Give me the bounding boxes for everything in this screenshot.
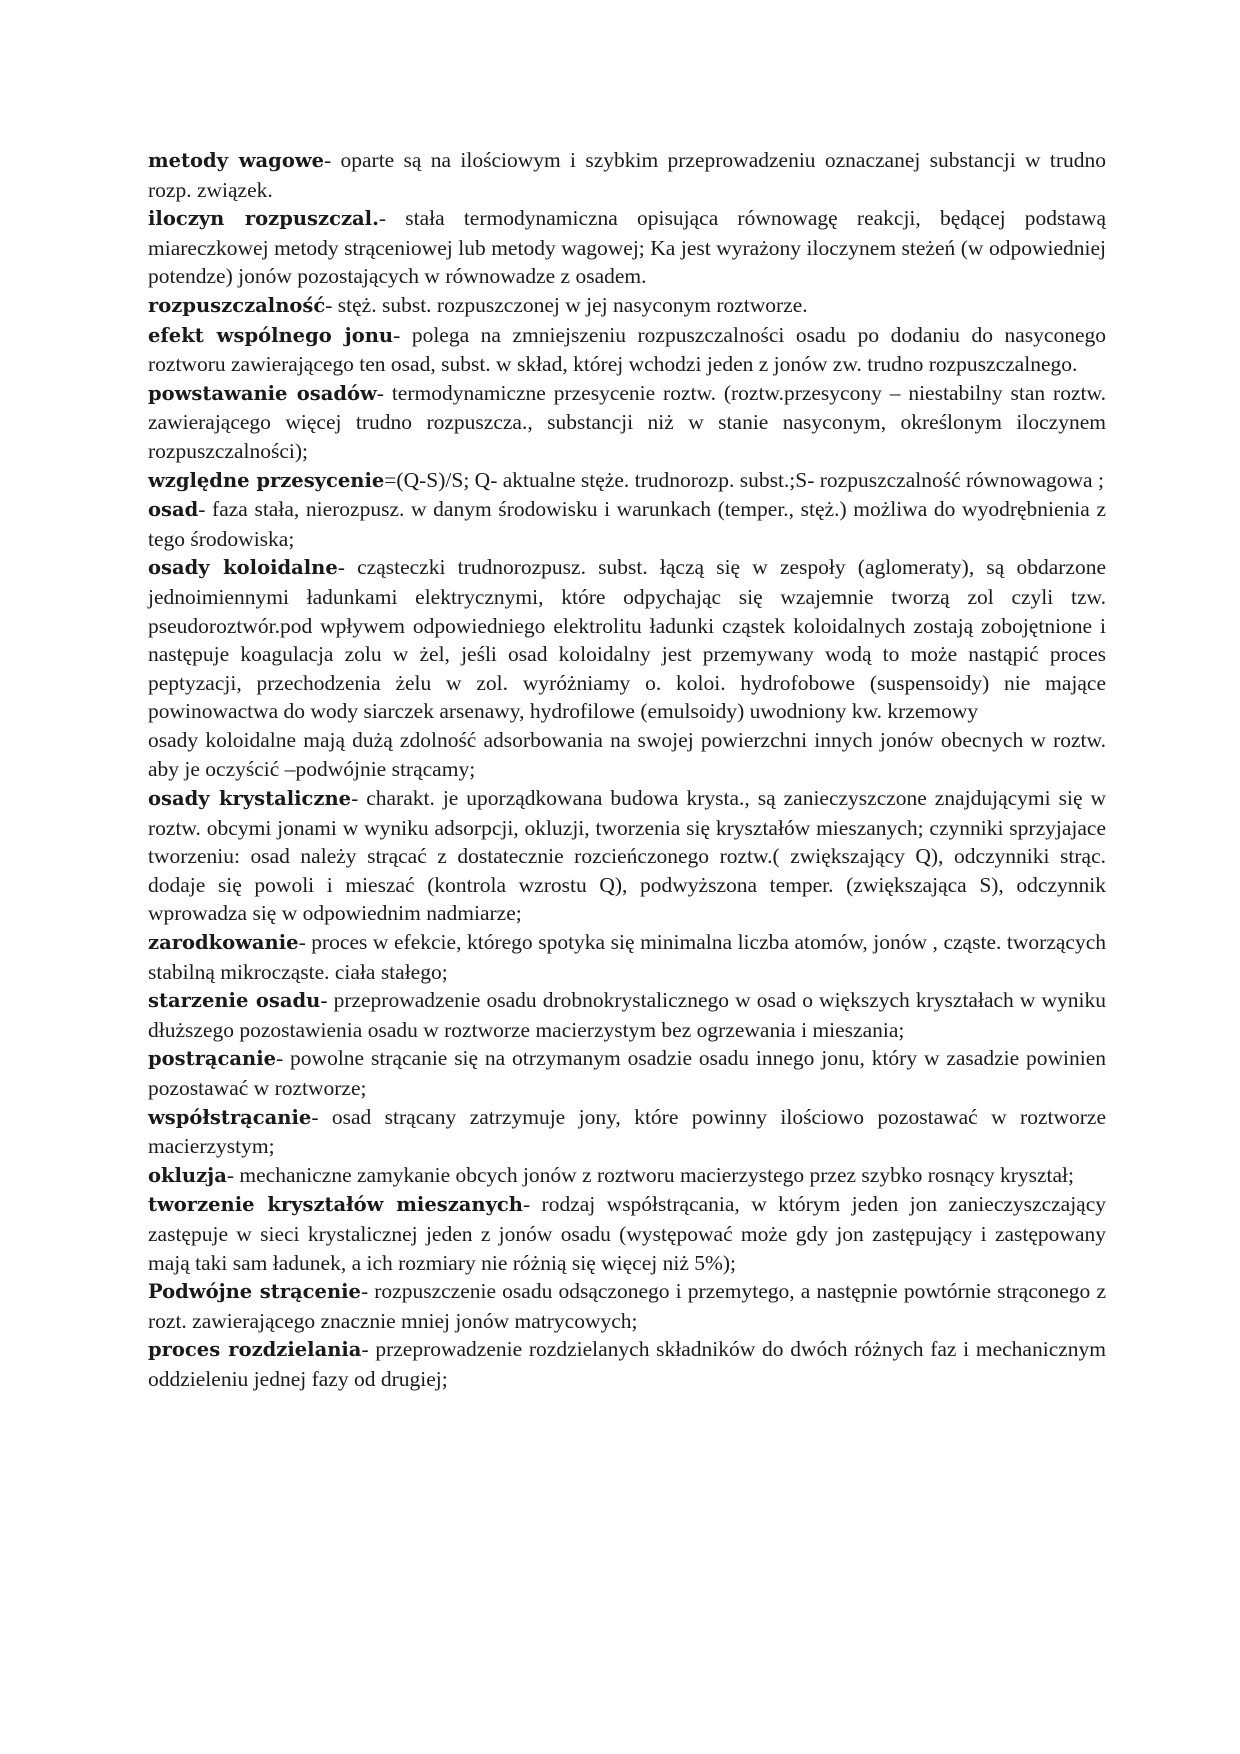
entry-tworzenie-krysztalow-mieszanych (148, 1190, 1106, 1277)
entry-starzenie-osadu (148, 986, 1106, 1044)
definition: - stęż. subst. rozpuszczonej w jej nasyconym roztworze. (325, 292, 808, 317)
entry-proces-rozdzielania (148, 1335, 1106, 1393)
definition: - charakt. je uporządkowana budowa krysta., są zanieczyszczone znajdującymi się w roztw. obcymi jonami w wyniku adsorpcji, okluzji, tworzenia się kryształów mieszanych; czynniki sprzyjajace tworzeniu: osad należy strącać z dostatecznie rozcieńczonego roztw.( zwiększający Q), odczynniki strąc. dodaje się powoli i mieszać (kontrola wzrostu Q), podwyższona temper. (zwiększająca S), odczynnik wprowadza się w odpowiednim nadmiarze; (148, 786, 1106, 926)
term: tworzenie kryształów mieszanych (148, 1193, 523, 1217)
definition: - przeprowadzenie osadu drobnokrystalicznego w osad o większych kryształach w wyniku dłuższego pozostawienia osadu w roztworze macierzystym bez ogrzewania i mieszania; (148, 988, 1106, 1042)
entry-wspolstracanie (148, 1103, 1106, 1161)
entry-rozpuszczalnosc (148, 291, 1106, 321)
term: osad (148, 498, 199, 522)
entry-postracanie (148, 1044, 1106, 1102)
entry-iloczyn-rozpuszczalnosci (148, 204, 1106, 291)
term: powstawanie osadów (148, 381, 377, 405)
term: osady koloidalne (148, 556, 338, 580)
definition: - rodzaj współstrącania, w którym jeden jon zanieczyszczający zastępuje w sieci krystalicznej jeden z jonów osadu (występować może gdy jon zastępujący i zastępowany mają taki sam ładunek, a ich rozmiary nie różnią się więcej niż 5%); (148, 1192, 1107, 1275)
entry-osad (148, 495, 1106, 553)
definition: - powolne strącanie się na otrzymanym osadzie osadu innego jonu, który w zasadzie powinien pozostawać w roztworze; (148, 1046, 1106, 1100)
definition: - polega na zmniejszeniu rozpuszczalności osadu po dodaniu do nasyconego roztworu zawierającego ten osad, subst. w skład, której wchodzi jeden z jonów zw. trudno rozpuszczalnego. (148, 322, 1106, 377)
entry-osady-krystaliczne (148, 784, 1106, 928)
term: starzenie osadu (148, 989, 321, 1013)
entry-metody-wagowe (148, 146, 1106, 204)
definition: - cząsteczki trudnorozpusz. subst. łączą się w zespoły (aglomeraty), są obdarzone jednoimiennymi ładunkami elektrycznymi, które odpychając się wzajemnie tworzą zol czyli tzw. pseudoroztwór.pod wpływem odpowiedniego elektrolitu ładunki cząstek koloidalnych zostają zobojętnione i następuje koagulacja zolu w żel, jeśli osad koloidalny jest przemywany wodą to może nastąpić proces peptyzacji, przechodzenia żelu w zol. wyróżniamy o. koloi. hydrofobowe (suspensoidy) nie mające powinowactwa do wody siarczek arsenawy, hydrofilowe (emulsoidy) uwodniony kw. krzemowy (148, 555, 1106, 724)
entry-wzgledne-przesycenie (148, 466, 1106, 496)
term: Podwójne strącenie (148, 1280, 361, 1304)
definition: - oparte są na ilościowym i szybkim przeprowadzeniu oznaczanej substancji w trudno rozp. związek. (148, 148, 1106, 202)
document-body (148, 146, 1106, 1394)
entry-powstawanie-osadow (148, 379, 1106, 466)
definition: =(Q-S)/S; Q- aktualne stęże. trudnorozp. subst.;S- rozpuszczalność równowagowa ; (384, 467, 1104, 492)
term: zarodkowanie (148, 931, 299, 955)
definition: - przeprowadzenie rozdzielanych składników do dwóch różnych faz i mechanicznym oddzieleniu jednej fazy od drugiej; (148, 1337, 1106, 1391)
entry-osady-koloidalne-adsorpcja (148, 726, 1106, 784)
definition: - stała termodynamiczna opisująca równowagę reakcji, będącej podstawą miareczkowej metody strąceniowej lub metody wagowej; Ka jest wyrażony iloczynem steżeń (w odpowiedniej potendze) jonów pozostających w równowadze z osadem. (148, 206, 1107, 289)
term: osady krystaliczne (148, 787, 352, 811)
entry-okluzja (148, 1161, 1106, 1191)
entry-efekt-wspolnego-jonu (148, 321, 1106, 379)
definition: - mechaniczne zamykanie obcych jonów z roztworu macierzystego przez szybko rosnący kryształ; (226, 1162, 1074, 1187)
definition: - rozpuszczenie osadu odsączonego i przemytego, a następnie powtórnie strąconego z rozt. zawierającego znacznie mniej jonów matrycowych; (148, 1279, 1107, 1333)
definition: - termodynamiczne przesycenie roztw. (roztw.przesycony – niestabilny stan roztw. zawierającego więcej trudno rozpuszcza., substancji niż w stanie nasyconym, określonym iloczynem rozpuszczalności); (148, 380, 1106, 463)
term: rozpuszczalność (148, 293, 326, 317)
entry-zarodkowanie (148, 928, 1106, 986)
definition: - proces w efekcie, którego spotyka się minimalna liczba atomów, jonów , cząste. tworzących stabilną mikrocząste. ciała stałego; (148, 930, 1106, 984)
definition: osady koloidalne mają dużą zdolność adsorbowania na swojej powierzchni innych jonów obecnych w roztw. aby je oczyścić –podwójnie strącamy; (148, 727, 1106, 782)
term: iloczyn rozpuszczal. (148, 207, 379, 231)
entry-osady-koloidalne (148, 553, 1106, 726)
term: metody wagowe (148, 149, 325, 172)
term: współstrącanie (148, 1105, 312, 1129)
definition: - faza stała, nierozpusz. w danym środowisku i warunkach (temper., stęż.) możliwa do wyodrębnienia z tego środowiska; (148, 497, 1106, 551)
term: proces rozdzielania (148, 1338, 362, 1362)
term: względne przesycenie (148, 468, 385, 492)
entry-podwojne-stracenie (148, 1277, 1106, 1335)
term: okluzja (148, 1163, 227, 1187)
definition: - osad strącany zatrzymuje jony, które powinny ilościowo pozostawać w roztworze macierzystym; (148, 1104, 1106, 1159)
term: postrącanie (148, 1047, 277, 1071)
term: efekt wspólnego jonu (148, 323, 394, 347)
